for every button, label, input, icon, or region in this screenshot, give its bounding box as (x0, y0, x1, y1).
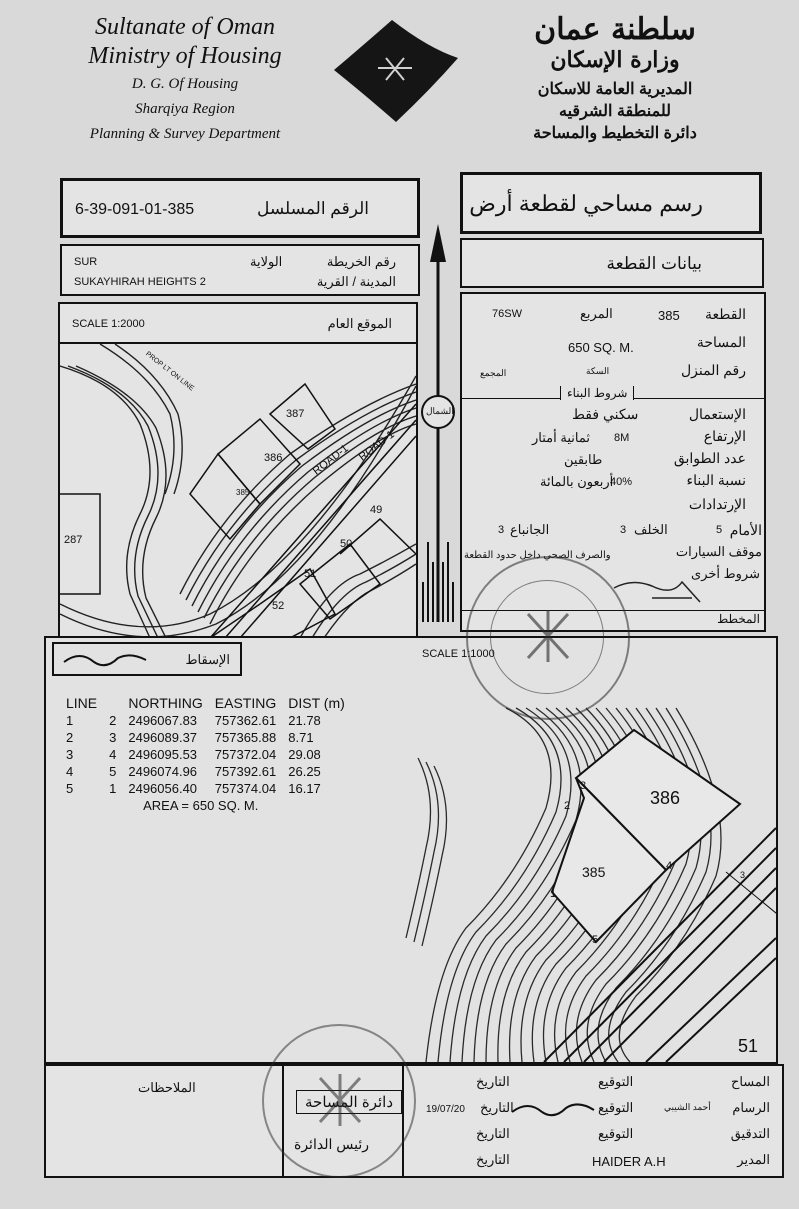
sign-label: التوقيع (598, 1100, 634, 1115)
header-en-line: Planning & Survey Department (89, 126, 281, 142)
sign-label: التوقيع (598, 1074, 634, 1089)
map-plot-49: 49 (370, 504, 383, 516)
road-label: ROAD-1 (356, 428, 397, 464)
sides-label: الجانباع (510, 522, 550, 537)
cell: 8.71 (288, 730, 314, 745)
header-en-line: Sharqiya Region (135, 101, 235, 117)
front-label: الأمام (729, 522, 762, 538)
projection-panel (44, 636, 778, 1064)
header-en-line: Ministry of Housing (88, 43, 282, 69)
use-label: الإستعمال (688, 406, 746, 422)
drafter-name: أحمد الشيبي (664, 1102, 711, 1112)
location-box (60, 244, 420, 296)
area-value: 650 SQ. M. (568, 340, 634, 355)
vertex-label: 2 (564, 800, 571, 812)
vertex-label: 4 (666, 860, 673, 872)
map-plot-50: 50 (340, 538, 353, 550)
ministry-emblem (330, 18, 460, 124)
serial-box (60, 178, 420, 238)
cell: 21.78 (288, 713, 321, 728)
north-arrow (420, 222, 456, 632)
map-no-label: رقم الخريطة (326, 254, 396, 269)
area-label: المساحة (696, 334, 746, 350)
map-plot-385: 385 (236, 488, 250, 497)
cell: 3 (66, 747, 74, 762)
prop-line-label: PROP LT ON LINE (144, 350, 196, 393)
back-label: الخلف (634, 522, 668, 537)
header-en (70, 14, 300, 143)
setbacks-label: الإرتدادات (688, 496, 746, 512)
remarks-label: الملاحظات (138, 1080, 196, 1095)
header-ar-line: وزارة الإسكان (550, 47, 680, 73)
cell: 4 (66, 764, 74, 779)
vertex-label: 1 (550, 888, 557, 900)
cell: 757362.61 (214, 713, 277, 728)
detail-plot-385: 385 (582, 864, 606, 880)
cell: 2496067.83 (128, 713, 198, 728)
cell: 757392.61 (214, 764, 277, 779)
plot-value: 385 (658, 308, 680, 323)
planner-label: المخطط (717, 612, 760, 626)
stamp-emblem-icon (520, 606, 576, 666)
cell: 2496095.53 (128, 747, 198, 762)
height-value: 8M (614, 432, 630, 444)
location-map-scale: SCALE 1:2000 (72, 318, 145, 330)
title-box (460, 172, 762, 234)
detail-plot-51: 51 (738, 1036, 759, 1056)
north-label: الشمال (426, 406, 454, 416)
cell: 29.08 (288, 747, 321, 762)
cell: 5 (109, 764, 117, 779)
plot-data-heading-box (460, 238, 764, 288)
front-value: 5 (716, 524, 723, 536)
header-ar-line: سلطنة عمان (534, 12, 696, 47)
ratio-label: نسبة البناء (686, 472, 746, 488)
cell: 16.17 (288, 781, 321, 796)
handwriting-mark (612, 568, 702, 608)
sign-label: التوقيع (598, 1126, 634, 1141)
cell: 2496056.40 (128, 781, 198, 796)
cell: 757365.88 (214, 730, 277, 745)
wilayat-label: الولاية (250, 254, 283, 269)
back-value: 3 (620, 524, 627, 536)
detail-map-scale: SCALE 1:1000 (422, 648, 495, 660)
location-map-label: الموقع العام (327, 316, 392, 331)
map-plot-51: 51 (304, 568, 317, 580)
cell: 5 (66, 781, 74, 796)
ratio-value-ar: أربعون بالمائة (540, 474, 614, 489)
role-surveyor: المساح (730, 1074, 770, 1089)
table-header: NORTHING (128, 695, 203, 711)
survey-dept-label: دائرة المساحة (296, 1090, 402, 1114)
village-value: SUKAYHIRAH HEIGHTS 2 (74, 276, 206, 288)
cell: 4 (109, 747, 117, 762)
footer-signature (508, 1096, 598, 1124)
location-map (58, 302, 418, 638)
setback-marker: 3 (740, 870, 746, 880)
cell: 2496089.37 (128, 730, 198, 745)
role-drafter: الرسام (732, 1100, 770, 1115)
date-label: التاريخ (476, 1152, 510, 1167)
projection-label: الإسقاط (185, 652, 230, 667)
floors-label: عدد الطوابق (673, 450, 746, 466)
cell: 2 (109, 713, 117, 728)
header-ar-line: للمنطقة الشرقيه (559, 103, 671, 120)
role-director: المدير (737, 1152, 770, 1167)
table-header: LINE (66, 695, 98, 711)
header-en-line: Sultanate of Oman (95, 14, 275, 40)
cell: 3 (109, 730, 117, 745)
cell: 1 (66, 713, 74, 728)
cell: 757374.04 (214, 781, 277, 796)
ratio-value: 40% (610, 476, 633, 488)
building-conditions-label: شروط البناء (560, 386, 634, 400)
vertex-label: 5 (592, 934, 599, 946)
header-en-line: D. G. Of Housing (131, 76, 239, 92)
checker-name: HAIDER A.H (592, 1154, 666, 1169)
date-label: التاريخ (476, 1126, 510, 1141)
official-stamp (466, 556, 630, 720)
sides-value: 3 (498, 524, 505, 536)
date-value: 19/07/20 (426, 1104, 465, 1115)
square-label: المربع (580, 306, 613, 321)
parking-value: والصرف الصحي داخل حدود القطعة (464, 550, 611, 561)
dept-head-label: رئيس الدائرة (294, 1136, 369, 1152)
parking-label: موقف السيارات (675, 544, 762, 559)
floors-value: طابقين (564, 452, 603, 467)
cell: 1 (109, 781, 117, 796)
height-value-ar: ثمانية أمتار (532, 430, 590, 445)
area-total: AREA = 650 SQ. M. (143, 798, 259, 813)
header-ar (500, 12, 730, 143)
serial-label: الرقم المسلسل (256, 199, 369, 218)
date-label: التاريخ (476, 1074, 510, 1089)
map-plot-287: 287 (64, 534, 83, 546)
footer-panel (44, 1064, 784, 1178)
serial-number: 6-39-091-01-385 (75, 201, 195, 218)
header-ar-line: المديرية العامة للاسكان (537, 81, 693, 98)
map-plot-52: 52 (272, 600, 285, 612)
table-header: EASTING (214, 695, 277, 711)
cell: 26.25 (288, 764, 321, 779)
detail-map-drawing (46, 638, 776, 1062)
department-stamp (262, 1024, 416, 1178)
street-label: السكة (586, 366, 610, 376)
stamp-emblem-icon (312, 1070, 368, 1130)
detail-plot-386: 386 (650, 788, 681, 808)
plot-data-heading: بيانات القطعة (606, 254, 702, 273)
cell: 757372.04 (214, 747, 277, 762)
role-checker: التدقيق (730, 1126, 770, 1141)
page-title: رسم مساحي لقطعة أرض (469, 191, 703, 216)
map-plot-387: 387 (286, 408, 305, 420)
square-value: 76SW (492, 308, 522, 320)
map-plot-386: 386 (264, 452, 283, 464)
table-header: DIST (m) (288, 695, 345, 711)
other-label: شروط أخرى (691, 566, 760, 581)
header-ar-line: دائرة التخطيط والمساحة (533, 125, 697, 142)
use-value: سكني فقط (572, 406, 639, 422)
vertex-label: 3 (580, 780, 587, 792)
village-label: المدينة / القرية (316, 274, 396, 289)
cell: 2496074.96 (128, 764, 198, 779)
date-label: التاريخ (480, 1100, 514, 1115)
road-label: ROAD-1 (310, 442, 351, 478)
house-label: رقم المنزل (680, 362, 746, 378)
wilayat-value: SUR (74, 256, 98, 268)
height-label: الإرتفاع (703, 428, 746, 444)
complex-label: المجمع (480, 368, 507, 378)
plot-label: القطعة (705, 306, 746, 322)
cell: 2 (66, 730, 74, 745)
